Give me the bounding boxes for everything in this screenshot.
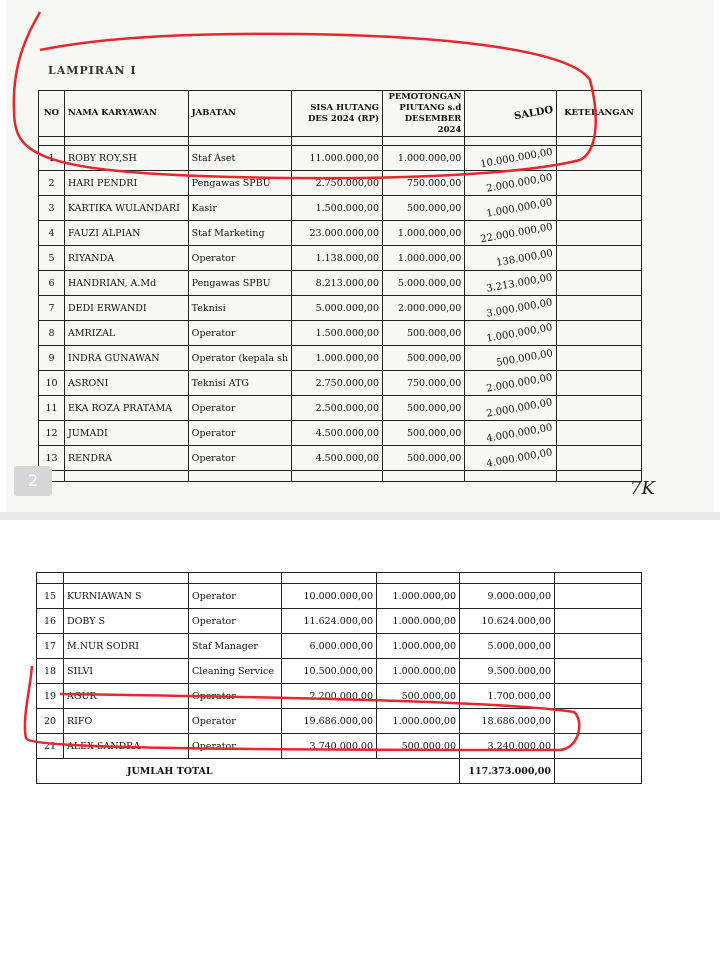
- table-row: [39, 171, 642, 196]
- cell-pemotongan: 1.000.000,00: [377, 584, 460, 609]
- cell-sisa-hutang: 2.750.000,00: [292, 171, 383, 196]
- cell-nama: AGUR: [64, 684, 189, 709]
- cell-keterangan: [557, 196, 642, 221]
- cell-saldo: 1.000.000,00: [465, 321, 557, 346]
- header-jabatan: JABATAN: [188, 91, 291, 137]
- cell-no: 10: [39, 371, 65, 396]
- cell-keterangan: [555, 659, 642, 684]
- cell-pemotongan: 1.000.000,00: [377, 634, 460, 659]
- cell-sisa-hutang: 10.500.000,00: [282, 659, 377, 684]
- header-no: NO: [39, 91, 65, 137]
- cell-no: 20: [37, 709, 64, 734]
- handwritten-signature: 7K: [630, 478, 655, 499]
- cell-pemotongan: 1.000.000,00: [383, 221, 465, 246]
- cell-sisa-hutang: 2.500.000,00: [292, 396, 383, 421]
- cell-saldo: 4.000.000,00: [465, 446, 557, 471]
- cell-jabatan: Teknisi: [188, 296, 291, 321]
- cell-keterangan: [555, 734, 642, 759]
- cell-no: 8: [39, 321, 65, 346]
- lampiran-label: LAMPIRAN I: [48, 64, 137, 77]
- cell-no: 18: [37, 659, 64, 684]
- cell-keterangan: [557, 246, 642, 271]
- cell-sisa-hutang: 8.213.000,00: [292, 271, 383, 296]
- cell-no: 17: [37, 634, 64, 659]
- cell-no: 3: [39, 196, 65, 221]
- table-row: [39, 246, 642, 271]
- header-pemotongan: PEMOTONGAN PIUTANG s.d DESEMBER 2024: [383, 91, 465, 137]
- page-separator: [0, 512, 720, 520]
- cell-jabatan: Staf Marketing: [188, 221, 291, 246]
- cell-pemotongan: 500.000,00: [383, 346, 465, 371]
- cell-pemotongan: 1.000.000,00: [383, 146, 465, 171]
- cell-saldo: 10.000.000,00: [465, 146, 557, 171]
- cell-nama: DOBY S: [64, 609, 189, 634]
- cell-no: 19: [37, 684, 64, 709]
- cell-jabatan: Operator: [188, 396, 291, 421]
- table-row-empty: [39, 471, 642, 482]
- cell-nama: M.NUR SODRI: [64, 634, 189, 659]
- table-body-page-2: [37, 573, 642, 759]
- cell-sisa-hutang: 23.000.000,00: [292, 221, 383, 246]
- header-spacer-row: [39, 137, 642, 146]
- table-row: [39, 446, 642, 471]
- cell-keterangan: [557, 146, 642, 171]
- cell-no: 16: [37, 609, 64, 634]
- header-keterangan: KETERANGAN: [557, 91, 642, 137]
- cell-saldo: 22.000.000,00: [465, 221, 557, 246]
- cell-nama: DEDI ERWANDI: [64, 296, 188, 321]
- cell-sisa-hutang: 4.500.000,00: [292, 421, 383, 446]
- cell-sisa-hutang: 1.000.000,00: [292, 346, 383, 371]
- debt-table-page-2: [36, 572, 642, 784]
- cell-pemotongan: 500.000,00: [377, 684, 460, 709]
- cell-keterangan: [557, 296, 642, 321]
- cell-saldo: 2.000.000,00: [465, 371, 557, 396]
- cell-keterangan: [557, 346, 642, 371]
- cell-keterangan: [555, 584, 642, 609]
- table-row: [39, 371, 642, 396]
- cell-saldo: 4.000.000,00: [465, 421, 557, 446]
- cell-nama: ROBY ROY,SH: [64, 146, 188, 171]
- cell-nama: KARTIKA WULANDARI: [64, 196, 188, 221]
- cell-sisa-hutang: 1.500.000,00: [292, 321, 383, 346]
- cell-nama: ALEX SANDRA: [64, 734, 189, 759]
- cell-no: 7: [39, 296, 65, 321]
- cell-keterangan: [557, 396, 642, 421]
- table-row: [39, 296, 642, 321]
- cell-jabatan: Staf Aset: [188, 146, 291, 171]
- cell-saldo: 9.000.000,00: [460, 584, 555, 609]
- cell-pemotongan: 1.000.000,00: [377, 609, 460, 634]
- table-row: [39, 221, 642, 246]
- cell-keterangan: [555, 709, 642, 734]
- cell-jabatan: Staf Manager: [189, 634, 282, 659]
- cell-saldo: 9.500.000,00: [460, 659, 555, 684]
- cell-jabatan: Operator: [188, 246, 291, 271]
- cell-saldo: 1.700.000,00: [460, 684, 555, 709]
- table-row: [39, 196, 642, 221]
- table-row: [37, 709, 642, 734]
- cell-saldo: 5.000.000,00: [460, 634, 555, 659]
- cell-sisa-hutang: 6.000.000,00: [282, 634, 377, 659]
- cell-keterangan: [557, 171, 642, 196]
- table-row: [37, 684, 642, 709]
- total-row: [37, 759, 642, 784]
- cell-pemotongan: 750.000,00: [383, 171, 465, 196]
- cell-nama: INDRA GUNAWAN: [64, 346, 188, 371]
- cell-saldo: 10.624.000,00: [460, 609, 555, 634]
- cell-jabatan: Teknisi ATG: [188, 371, 291, 396]
- cell-no: 21: [37, 734, 64, 759]
- cell-nama: RIYANDA: [64, 246, 188, 271]
- header-sisa-hutang: SISA HUTANG DES 2024 (RP): [292, 91, 383, 137]
- cell-jabatan: Operator: [188, 446, 291, 471]
- table-row: [39, 321, 642, 346]
- table-row: [39, 396, 642, 421]
- cell-keterangan: [557, 446, 642, 471]
- cell-pemotongan: 500.000,00: [383, 396, 465, 421]
- cell-saldo: 1.000.000,00: [465, 196, 557, 221]
- cell-nama: SILVI: [64, 659, 189, 684]
- cell-sisa-hutang: 11.624.000,00: [282, 609, 377, 634]
- cell-sisa-hutang: 3.740.000,00: [282, 734, 377, 759]
- table-row: [39, 346, 642, 371]
- cell-nama: RENDRA: [64, 446, 188, 471]
- cell-jabatan: Operator: [189, 584, 282, 609]
- cell-jabatan: Operator: [189, 709, 282, 734]
- cell-pemotongan: 500.000,00: [377, 734, 460, 759]
- table-row: [39, 421, 642, 446]
- total-label: JUMLAH TOTAL: [37, 759, 460, 784]
- table-row-cropped: [37, 573, 642, 584]
- cell-nama: JUMADI: [64, 421, 188, 446]
- cell-sisa-hutang: 5.000.000,00: [292, 296, 383, 321]
- cell-nama: HARI PENDRI: [64, 171, 188, 196]
- cell-sisa-hutang: 19.686.000,00: [282, 709, 377, 734]
- cell-no: 6: [39, 271, 65, 296]
- cell-nama: FAUZI ALPIAN: [64, 221, 188, 246]
- cell-jabatan: Kasir: [188, 196, 291, 221]
- cell-pemotongan: 500.000,00: [383, 196, 465, 221]
- cell-pemotongan: 1.000.000,00: [377, 659, 460, 684]
- cell-no: 9: [39, 346, 65, 371]
- total-value: 117.373.000,00: [460, 759, 555, 784]
- cell-saldo: 138.000,00: [465, 246, 557, 271]
- cell-pemotongan: 750.000,00: [383, 371, 465, 396]
- debt-table-page-1: [38, 90, 642, 482]
- cell-jabatan: Pengawas SPBU: [188, 171, 291, 196]
- cell-saldo: 3.213.000,00: [465, 271, 557, 296]
- cell-sisa-hutang: 4.500.000,00: [292, 446, 383, 471]
- cell-nama: EKA ROZA PRATAMA: [64, 396, 188, 421]
- cell-keterangan: [555, 609, 642, 634]
- cell-pemotongan: 1.000.000,00: [377, 709, 460, 734]
- table-row: [37, 584, 642, 609]
- cell-sisa-hutang: 1.138.000,00: [292, 246, 383, 271]
- header-nama: NAMA KARYAWAN: [64, 91, 188, 137]
- table-row: [37, 634, 642, 659]
- cell-keterangan: [557, 421, 642, 446]
- cell-no: 1: [39, 146, 65, 171]
- cell-no: 5: [39, 246, 65, 271]
- cell-saldo: 18.686.000,00: [460, 709, 555, 734]
- cell-jabatan: Operator: [188, 421, 291, 446]
- table-row: [37, 659, 642, 684]
- cell-no: 12: [39, 421, 65, 446]
- table-row: [39, 271, 642, 296]
- cell-jabatan: Operator: [188, 321, 291, 346]
- cell-jabatan: Cleaning Service: [189, 659, 282, 684]
- cell-no: 4: [39, 221, 65, 246]
- cell-keterangan: [555, 634, 642, 659]
- table-row: [39, 146, 642, 171]
- cell-sisa-hutang: 10.000.000,00: [282, 584, 377, 609]
- cell-no: 11: [39, 396, 65, 421]
- cell-sisa-hutang: 11.000.000,00: [292, 146, 383, 171]
- cell-keterangan: [557, 321, 642, 346]
- cell-pemotongan: 500.000,00: [383, 421, 465, 446]
- cell-sisa-hutang: 2.200.000,00: [282, 684, 377, 709]
- cell-nama: HANDRIAN, A.Md: [64, 271, 188, 296]
- cell-no: 13: [39, 446, 65, 471]
- table-row: [37, 734, 642, 759]
- cell-jabatan: Operator: [189, 684, 282, 709]
- cell-saldo: 2.000.000,00: [465, 396, 557, 421]
- cell-pemotongan: 500.000,00: [383, 321, 465, 346]
- cell-no: 15: [37, 584, 64, 609]
- cell-jabatan: Operator: [189, 609, 282, 634]
- cell-jabatan: Operator: [189, 734, 282, 759]
- cell-pemotongan: 5.000.000,00: [383, 271, 465, 296]
- cell-keterangan: [557, 221, 642, 246]
- header-saldo: SALDO: [465, 91, 557, 137]
- cell-saldo: 3.000.000,00: [465, 296, 557, 321]
- cell-keterangan: [555, 684, 642, 709]
- cell-keterangan: [557, 271, 642, 296]
- cell-jabatan: Operator (kepala sh: [188, 346, 291, 371]
- table-header-row: [39, 91, 642, 137]
- cell-sisa-hutang: 1.500.000,00: [292, 196, 383, 221]
- cell-pemotongan: 500.000,00: [383, 446, 465, 471]
- table-body-page-1: [39, 146, 642, 482]
- cell-pemotongan: 1.000.000,00: [383, 246, 465, 271]
- cell-no: 2: [39, 171, 65, 196]
- cell-saldo: 500.000,00: [465, 346, 557, 371]
- cell-keterangan: [557, 371, 642, 396]
- cell-pemotongan: 2.000.000,00: [383, 296, 465, 321]
- cell-nama: ASRONI: [64, 371, 188, 396]
- cell-saldo: 2.000.000,00: [465, 171, 557, 196]
- cell-nama: KURNIAWAN S: [64, 584, 189, 609]
- cell-saldo: 3.240.000,00: [460, 734, 555, 759]
- cell-nama: AMRIZAL: [64, 321, 188, 346]
- page-number-badge: 2: [14, 466, 52, 496]
- table-row: [37, 609, 642, 634]
- cell-nama: RIFO: [64, 709, 189, 734]
- cell-jabatan: Pengawas SPBU: [188, 271, 291, 296]
- cell-sisa-hutang: 2.750.000,00: [292, 371, 383, 396]
